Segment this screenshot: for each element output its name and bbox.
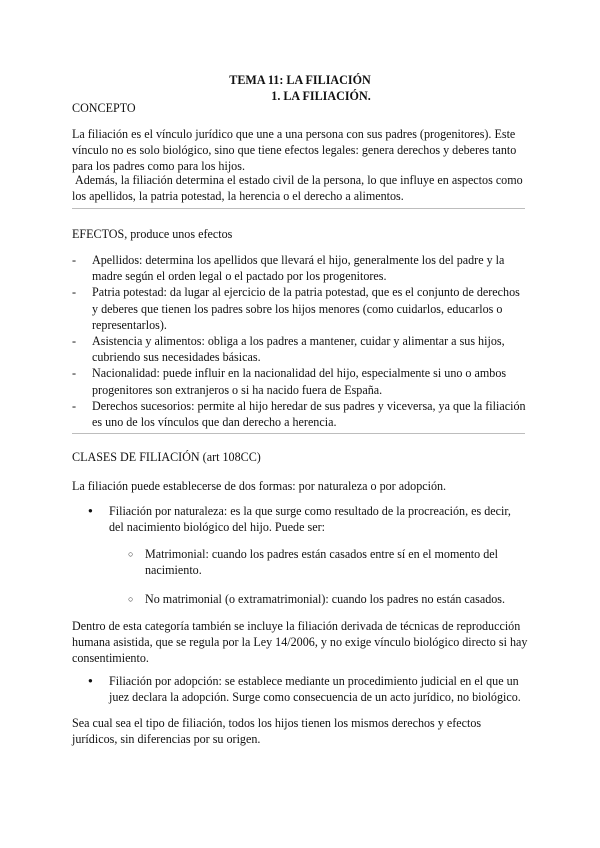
document-title: TEMA 11: LA FILIACIÓN bbox=[229, 73, 371, 87]
conclusion-paragraph: Sea cual sea el tipo de filiación, todos los hijos tienen los mismos derechos y efectos jurídicos, sin diferencias por su origen. bbox=[72, 716, 482, 747]
sublist-matrimonial bbox=[72, 546, 528, 578]
clases-list-adopcion bbox=[72, 673, 528, 705]
clases-intro: La filiación puede establecerse de dos formas: por naturaleza o por adopción. bbox=[72, 479, 447, 493]
concepto-paragraph: La filiación es el vínculo jurídico que une a una persona con sus padres (progenitores). Este vínculo no es solo biológico, sino que tiene efectos legales: genera derechos y deberes tanto para los padres como para los hijos. bbox=[72, 127, 517, 174]
clases-heading: CLASES DE FILIACIÓN (art 108CC) bbox=[72, 450, 261, 464]
efectos-heading: EFECTOS, produce unos efectos bbox=[72, 227, 233, 241]
list-item-patria-potestad: - Patria potestad: da lugar al ejercicio de la patria potestad, que es el conjunto de derechos y deberes que tienen los padres sobre los hijos menores (como cuidarlos, educarlos o representarlos). bbox=[72, 284, 528, 333]
list-item-adopcion: ● Filiación por adopción: se establece mediante un procedimiento judicial en el que un juez declara la adopción. Surge como consecuencia de un acto jurídico, no biológico. bbox=[72, 673, 528, 705]
asistida-paragraph: Dentro de esta categoría también se incluye la filiación derivada de técnicas de reproducción humana asistida, que se regula por la Ley 14/2006, y no exige vínculo biológico directo si hay consentimiento. bbox=[72, 619, 528, 666]
list-item-no-matrimonial: ○ No matrimonial (o extramatrimonial): cuando los padres no están casados. bbox=[72, 591, 528, 607]
list-item-apellidos: - Apellidos: determina los apellidos que llevará el hijo, generalmente los del padre y la madre según el orden legal o el pactado por los progenitores. bbox=[72, 252, 528, 284]
divider bbox=[72, 433, 525, 434]
clases-list-naturaleza bbox=[72, 503, 528, 535]
list-item-derechos-sucesorios: - Derechos sucesorios: permite al hijo heredar de sus padres y viceversa, ya que la filiación es uno de los vínculos que dan derecho a herencia. bbox=[72, 398, 528, 430]
efectos-list bbox=[72, 252, 528, 430]
sublist-no-matrimonial bbox=[72, 591, 528, 607]
list-item-nacionalidad: - Nacionalidad: puede influir en la nacionalidad del hijo, especialmente si uno o ambos progenitores son extranjeros o si ha nacido fuera de España. bbox=[72, 365, 528, 397]
divider bbox=[72, 208, 525, 209]
section-title: 1. LA FILIACIÓN. bbox=[271, 89, 371, 103]
list-item-naturaleza: ● Filiación por naturaleza: es la que surge como resultado de la procreación, es decir, del nacimiento biológico del hijo. Puede ser: bbox=[72, 503, 528, 535]
concepto-heading: CONCEPTO bbox=[72, 101, 136, 115]
list-item-matrimonial: ○ Matrimonial: cuando los padres están casados entre sí en el momento del nacimiento. bbox=[72, 546, 528, 578]
list-item-asistencia: - Asistencia y alimentos: obliga a los padres a mantener, cuidar y alimentar a sus hijos, cubriendo sus necesidades básicas. bbox=[72, 333, 528, 365]
concepto-paragraph-2: Además, la filiación determina el estado civil de la persona, lo que influye en aspectos como los apellidos, la patria potestad, la herencia o el derecho a alimentos. bbox=[72, 173, 526, 204]
